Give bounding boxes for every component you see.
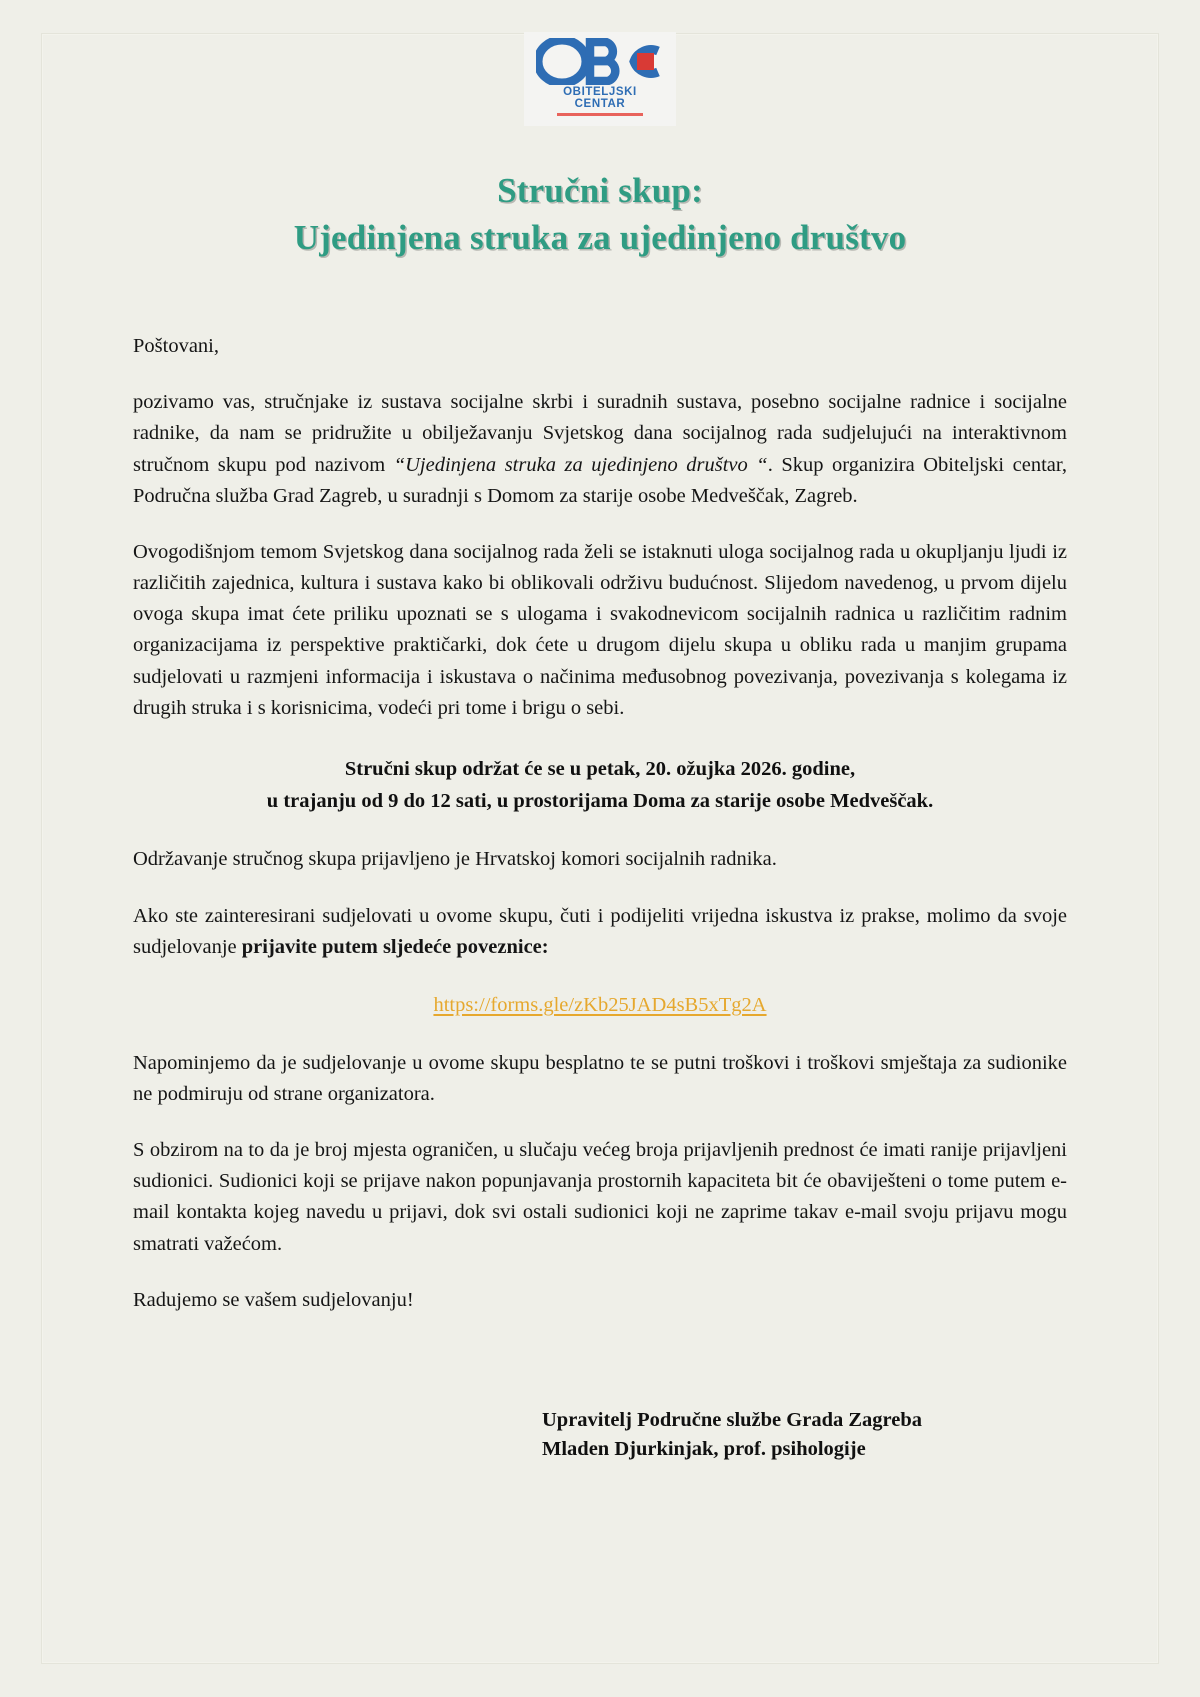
signature-inner xyxy=(542,1406,922,1464)
registration-link-row xyxy=(133,994,1067,1017)
event-date-line: Stručni skup održat će se u petak, 20. ožujka 2026. godine, xyxy=(344,757,856,780)
title-line-1: Stručni skup: xyxy=(497,171,703,210)
signatory-name: Mladen Djurkinjak, prof. psihologije xyxy=(542,1438,866,1461)
registration-bold-phrase: prijavite putem sljedeće poveznice: xyxy=(241,935,549,958)
signature-block xyxy=(133,1406,1067,1464)
paragraph-theme: Ovogodišnjom temom Svjetskog dana socijalnog rada želi se istaknuti uloga socijalnog rada u okupljanju ljudi iz različitih zajednica, kultura i sustava kako bi oblikovali održivu budućnost. Slijedom navedenog, u prvom dijelu ovoga skupa imat ćete priliku upoznati se s ulogama i svakodnevicom socijalnih radnica u različitim radnim organizacijama iz perspektive praktičarki, dok ćete u drugom dijelu skupa u obliku rada u manjim grupama sudjelovati u razmjeni informacija i iskustava o načinima međusobnog povezivanja, povezivanja s kolegama iz drugih struka i s korisnicima, vodeći pri tome i brigu o sebi. xyxy=(133,540,1067,719)
registration-form-link[interactable]: https://forms.gle/zKb25JAD4sB5xTg2A xyxy=(433,993,767,1016)
paragraph-invitation-part-a: pozivamo vas, stručnjake iz sustava socijalne skrbi i suradnih sustava, posebno socijalne radnice i socijalne radnike, da nam se pridružite u obilježavanju Svjetskog dana socijalnog rada sudjelujući na interaktivnom stručnom skupu pod nazivom xyxy=(133,391,1067,476)
event-details-highlight xyxy=(133,754,1067,818)
event-time-venue-line: u trajanju od 9 do 12 sati, u prostorijama Doma za starije osobe Medveščak. xyxy=(266,789,934,812)
paragraph-capacity: S obzirom na to da je broj mjesta ograničen, u slučaju većeg broja prijavljenih prednost će imati ranije prijavljeni sudionici. Sudionici koji se prijave nakon popunjavanja prostornih kapaciteta bit će obaviješteni o tome putem e-mail kontakta kojeg navedu u prijavi, dok svi ostali sudionici koji ne zaprime takav e-mail svoju prijavu mogu smatrati važećom. xyxy=(133,1139,1067,1255)
paragraph-invitation-part-b: . Skup organizira Obiteljski centar, Područna služba Grad Zagreb, u suradnji s Domom za starije osobe Medveščak, Zagreb. xyxy=(133,453,1067,507)
paragraph-costs: Napominjemo da je sudjelovanje u ovome skupu besplatno te se putni troškovi i troškovi smještaja za sudionike ne podmiruju od strane organizatora. xyxy=(133,1051,1067,1105)
logo-caption: OBITELJSKI CENTAR xyxy=(563,86,637,110)
title-line-2: Ujedinjena struka za ujedinjeno društvo xyxy=(293,217,907,257)
salutation: Poštovani, xyxy=(133,335,219,358)
organization-logo xyxy=(524,32,676,126)
paragraph-closing: Radujemo se vašem sudjelovanju! xyxy=(133,1288,414,1311)
obc-logo-icon xyxy=(536,38,664,85)
paragraph-invitation xyxy=(133,387,1067,512)
letter-body xyxy=(133,331,1067,1316)
paragraph-registration-part-a: Ako ste zainteresirani sudjelovati u ovome skupu, čuti i podijeliti vrijedna iskustva iz prakse, molimo da svoje sudjelovanje xyxy=(133,904,1067,958)
signatory-role: Upravitelj Područne službe Grada Zagreba xyxy=(542,1408,922,1431)
paragraph-chamber-registration: Održavanje stručnog skupa prijavljeno je Hrvatskoj komori socijalnih radnika. xyxy=(133,848,777,871)
logo-underline-rule xyxy=(557,113,643,116)
paragraph-registration-invite xyxy=(133,901,1067,963)
event-name-italic: “Ujedinjena struka za ujedinjeno društvo “ xyxy=(393,453,768,476)
page-title xyxy=(133,168,1067,261)
logo-container xyxy=(133,0,1067,126)
